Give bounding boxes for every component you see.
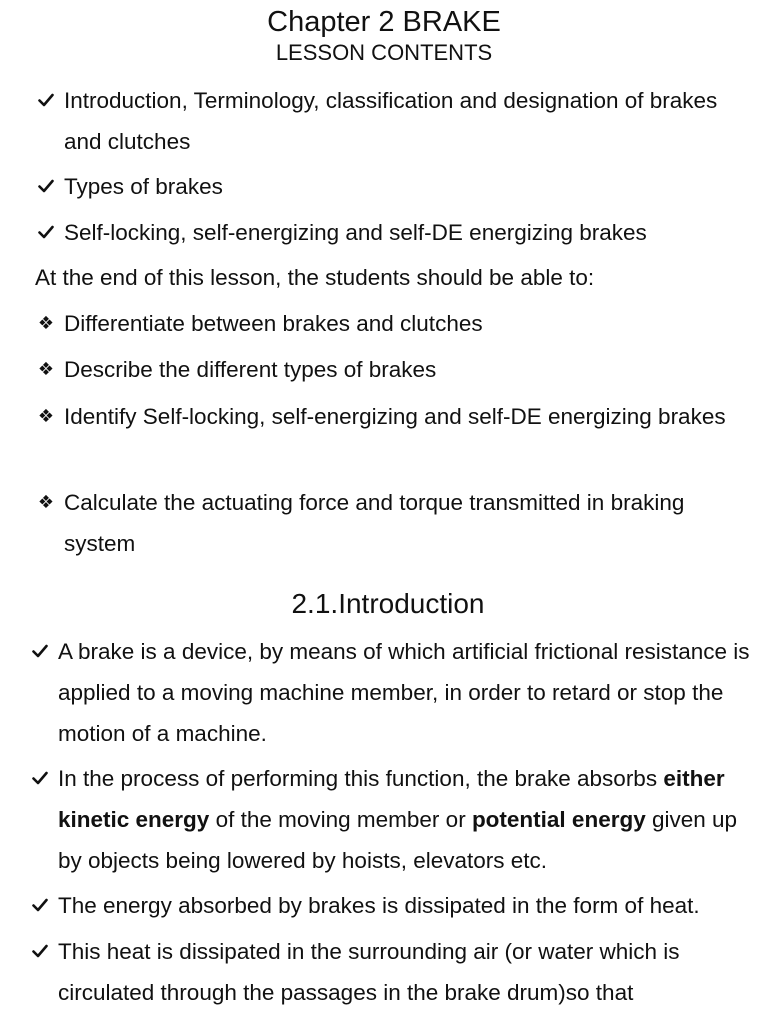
text-run: given up by objects being lowered by hoists, elevators etc. [58,807,738,873]
list-item-text: Describe the different types of brakes [64,357,437,382]
bold-term-kinetic-energy: either kinetic energy [58,766,725,832]
bold-term-potential-energy: potential energy [471,807,646,832]
page-title: Chapter 2 BRAKE [267,6,501,38]
list-item-text: This heat is dissipated in the surrounding air (or water which is circulated through the passages in the brake drum)so that [58,939,680,1005]
check-icon [36,90,56,110]
list-item-text: Identify Self-locking, self-energizing and self-DE energizing brakes [64,404,726,429]
check-icon [30,768,50,788]
four-diamond-icon: ❖ [37,406,55,426]
objectives-intro: At the end of this lesson, the students should be able to: [35,265,595,290]
text-run: In the process of performing this function, the brake absorbs [58,766,664,791]
list-item-text: Types of brakes [64,174,223,199]
check-icon [36,222,56,242]
list-item-text: A brake is a device, by means of which artificial frictional resistance is applied to a moving machine member, in order to retard or stop the motion of a machine. [58,639,750,746]
list-item-text: Calculate the actuating force and torque transmitted in braking system [64,490,685,556]
check-icon [30,895,50,915]
check-icon [30,641,50,661]
list-item-text: Self-locking, self-energizing and self-DE energizing brakes [64,220,647,245]
check-icon [36,176,56,196]
list-item-text [58,758,758,881]
list-item-text: The energy absorbed by brakes is dissipated in the form of heat. [58,893,700,918]
page-subtitle: LESSON CONTENTS [275,40,493,65]
check-icon [30,941,50,961]
four-diamond-icon: ❖ [37,359,55,379]
section-heading: 2.1.Introduction [291,588,485,619]
four-diamond-icon: ❖ [37,492,55,512]
list-item-text: Introduction, Terminology, classification and designation of brakes and clutches [64,88,718,154]
text-run: of the moving member or [209,807,472,832]
four-diamond-icon: ❖ [37,313,55,333]
list-item-text: Differentiate between brakes and clutches [64,311,483,336]
